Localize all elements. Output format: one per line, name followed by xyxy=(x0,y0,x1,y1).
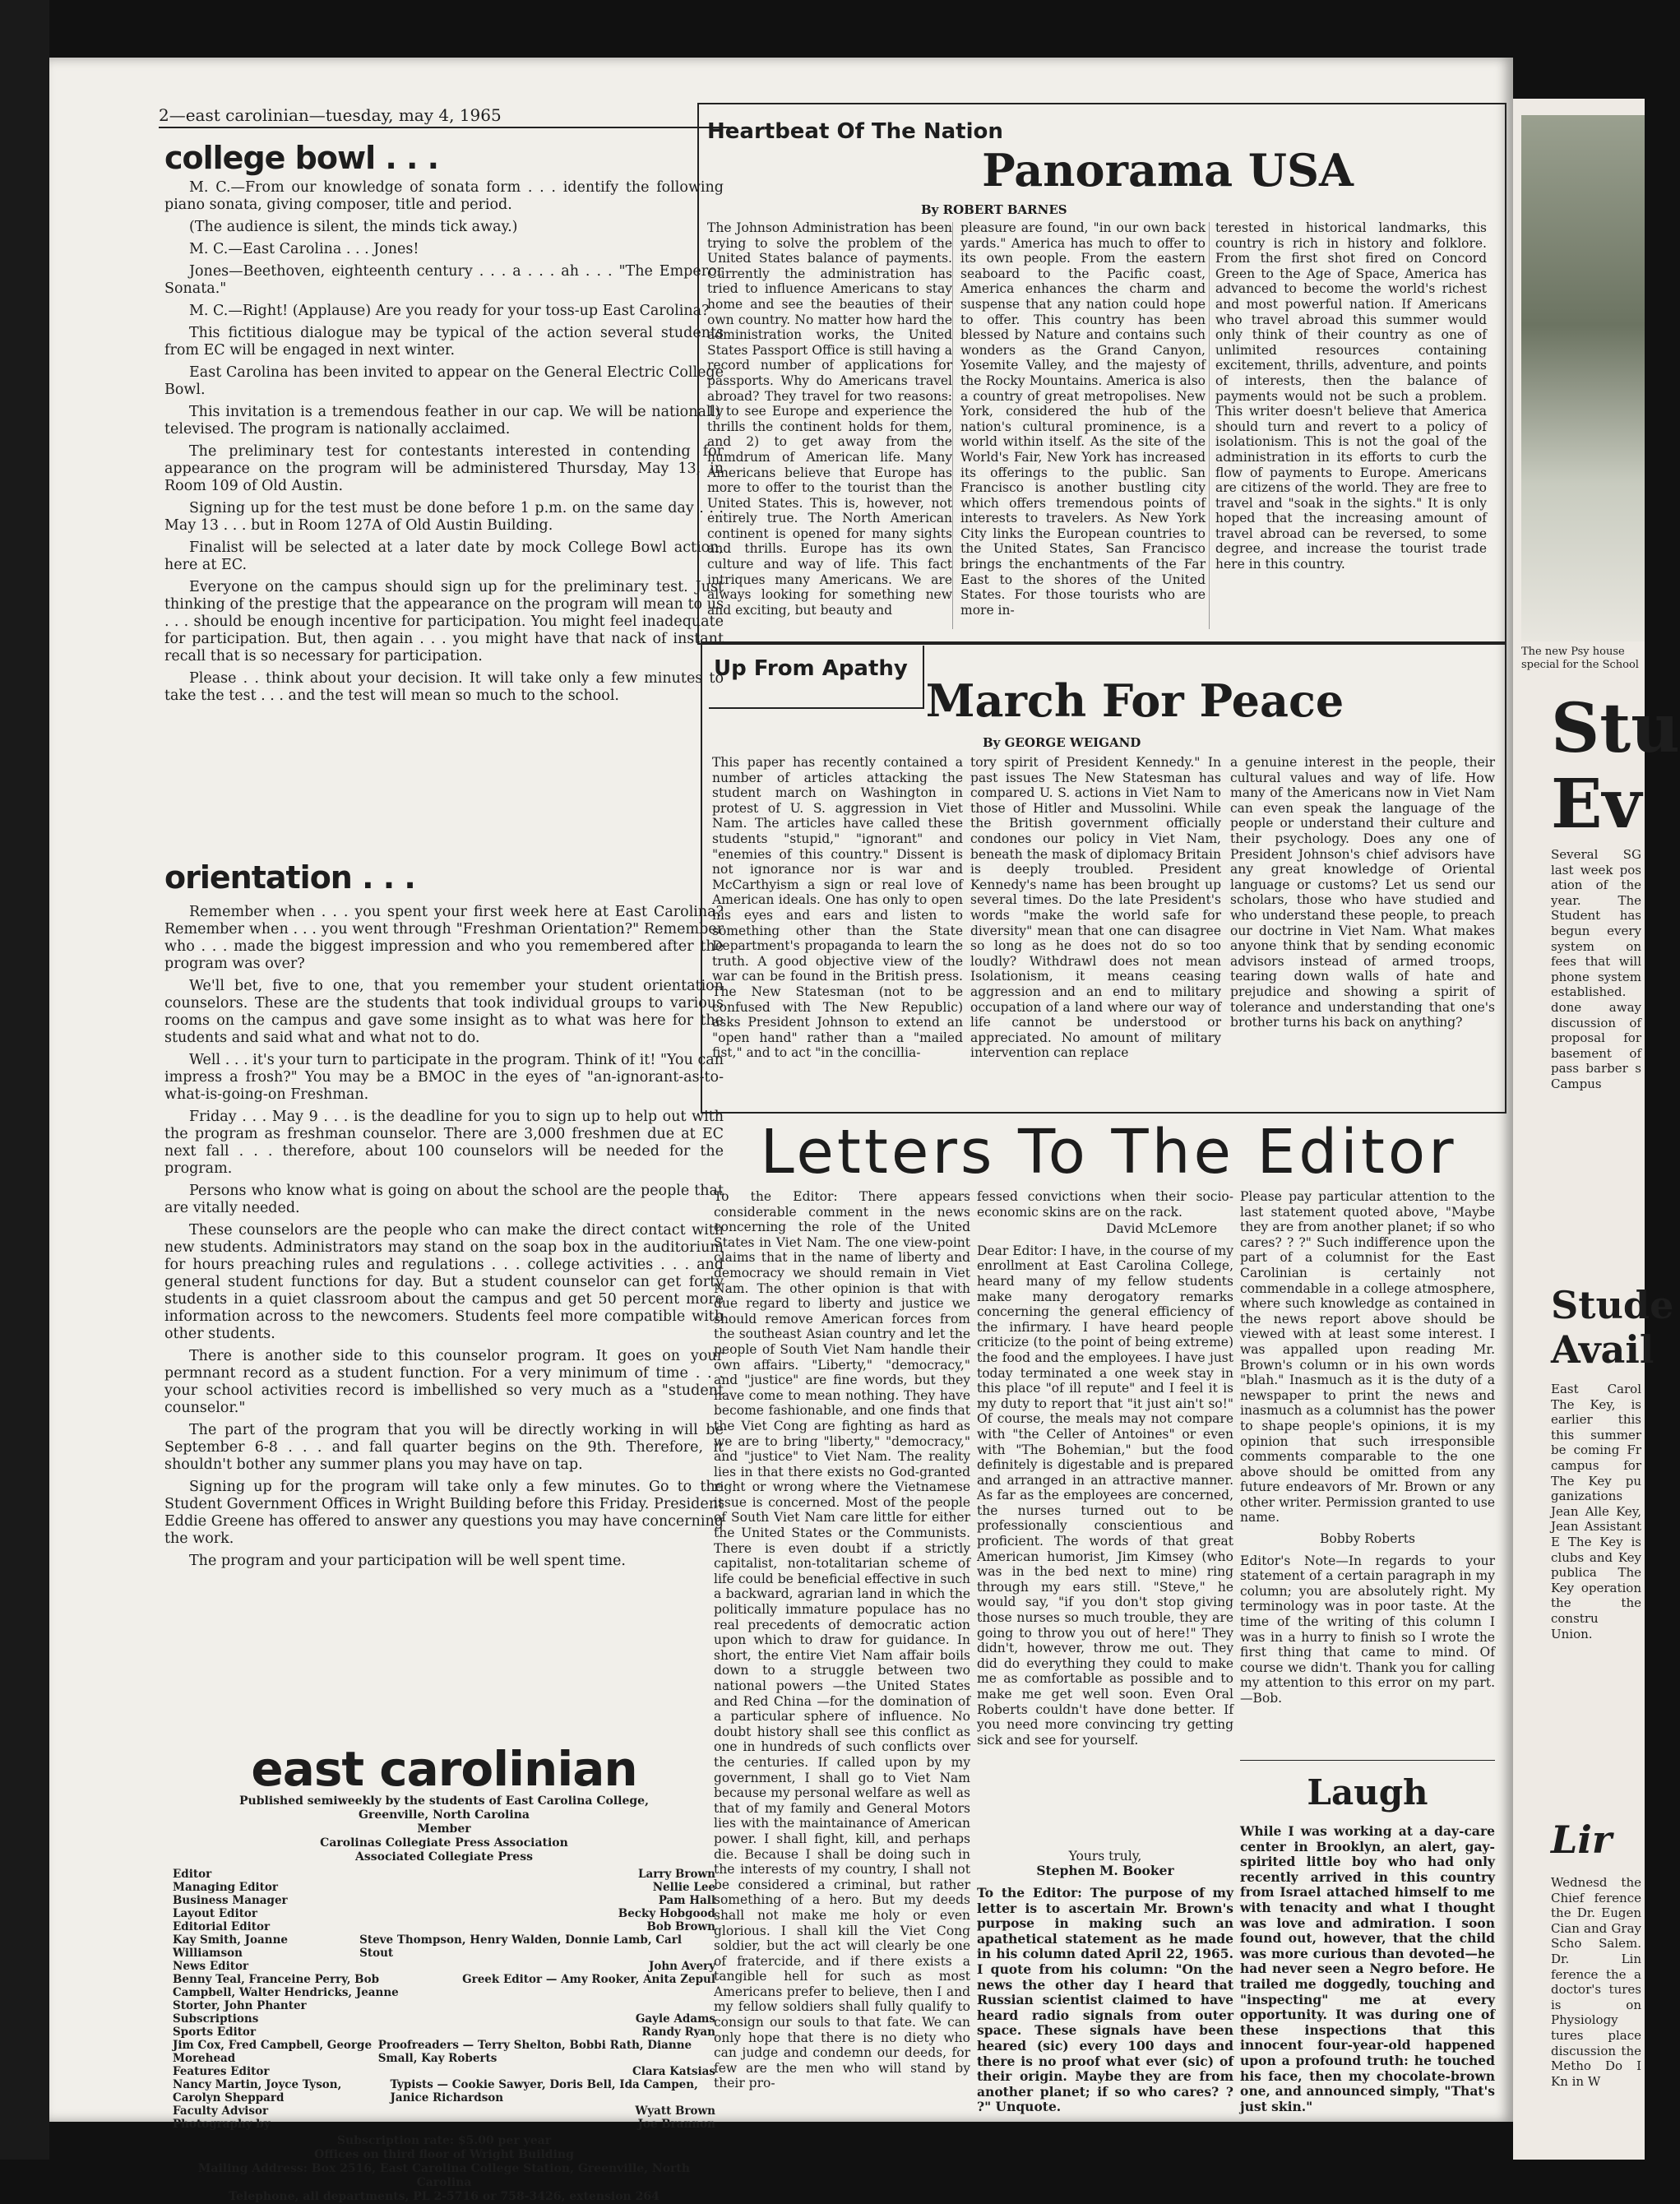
panorama-kicker-text: Heartbeat Of The Nation xyxy=(707,119,1003,144)
staff-role: Subscriptions xyxy=(173,2012,259,2026)
staff-list xyxy=(173,1868,715,2131)
panorama-title-text: Panorama USA xyxy=(982,144,1354,197)
staff-row xyxy=(173,2026,715,2039)
right-column-text: Wednesd the Chief ference the Dr. Eugen Cian and Gray Scho Salem. Dr. Lin ference the a doctor's tures is on Physiology tures place discussion the Metho Do I Kn in W xyxy=(1551,1875,1641,2089)
letter-text: Please pay particular attention to the last statement quoted above, "Maybe they are from another planet; if so who cares? ? ?" Such indifference upon the part of a columnist for the East Carolinian is certainly not commendable in a college atmosphere, where such knowledge as contained in the news report above should be viewed with at least some interest. I was appalled upon reading Mr. Brown's column or in his own words "blah." Inasmuch as it is the duty of a newspaper to print the news and inasmuch as a columnist has the power to shape people's opinions, it is my opinion that such irresponsible comments comparable to the one above should be omitted from any future endeavors of Mr. Brown or any other writer. Permission granted to use name. xyxy=(1240,1189,1495,1526)
letter-signature: David McLemore xyxy=(1106,1221,1217,1237)
staff-role: Features Editor xyxy=(173,2065,270,2078)
march-col-2: tory spirit of President Kennedy." In past issues The New Statesman has compared U. S. actions in Viet Nam to those of Hitler and Mussolini. While the British government officially condones our policy in Viet Nam, beneath the mask of diplomacy Britain is deeply troubled. President Kennedy's name has been brought up several times. Do the late President's words "make the world safe for diversity" mean that one can disagree so long as he does not do so too loudly? Withdrawl does not mean Isolationism, it means ceasing aggression and an end to military occupation of a land where our way of life cannot be understood or appreciated. No amount of military intervention can replace xyxy=(970,755,1221,1061)
letter-text: To the Editor: The purpose of my letter is to ascertain Mr. Brown's purpose in making such an apathetical statement as he made in his column dated April 22, 1965. I quote from his column: "On the news the other day I heard that Russian scientist claimed to have heard radio signals from outer space. These signals have been heared (sic) every 100 days and there is no proof what ever (sic) of their origin. Maybe they are from another planet; if so who cares? ? ?" Unquote. xyxy=(977,1884,1233,2115)
laugh-rule xyxy=(1240,1760,1495,1761)
orientation-paragraph: Remember when . . . you spent your first week here at East Carolina? Remember when . . . you went through "Freshman Orientation?" Remember who . . . made the biggest impression and who you remembered after the program was over? xyxy=(164,904,724,972)
panorama-col-1: The Johnson Administration has been trying to solve the problem of the United States balance of payments. Currently the administration has tried to influence Americans to stay home and see the beauties of their own country. No matter how hard the administration works, the United States Passport Office is still having a record number of applications for passports. Why do Americans travel abroad? They travel for two reasons: 1) to see Europe and experience the thrills the continent holds for them, and 2) to get away from the humdrum of American life. Many Americans believe that Europe has more to offer to the tourist than the United States. This is, however, not entirely true. The North American continent is opened for many sights and thrills. Europe has its own culture and way of life. This fact intriques many Americans. We are always looking for something new and exciting, but beauty and xyxy=(707,220,952,618)
orientation-paragraph: Friday . . . May 9 . . . is the deadline for you to sign up to help out with the program as freshman counselor. There are 3,000 freshmen due at EC next fall . . . therefore, about 100 counselors will be needed for the program. xyxy=(164,1109,724,1177)
staff-role: Benny Teal, Franceine Perry, Bob Campbell, Walter Hendricks, Jeanne Storter, John Phanter xyxy=(173,1973,399,2012)
staff-name: Joe Brannon xyxy=(637,2118,715,2131)
masthead-name: east carolinian xyxy=(251,1741,637,1797)
staff-row xyxy=(173,1933,715,1960)
staff-role: Managing Editor xyxy=(173,1881,278,1894)
laugh-body: While I was working at a day-care center in Brooklyn, an alert, gay-spirited little boy who had only recently arrived in this country from Israel attached himself to me with tenacity and what I thought was love and admiration. I soon found out, however, that the child was more curious than devoted—he had never seen a Negro before. He trailed me doggedly, touching and "inspecting" me at every opportunity. It was during one of these inspections that this innocent four-year-old happened upon a profound truth: he touched his face, then my chocolate-brown one, and announced simply, "That's just skin." xyxy=(1240,1823,1495,2114)
college-bowl-paragraph: (The audience is silent, the minds tick away.) xyxy=(189,219,518,235)
staff-role: Nancy Martin, Joyce Tyson, Carolyn Sheppard xyxy=(173,2078,342,2104)
letter-text: Dear Editor: I have, in the course of my enrollment at East Carolina College, heard many of my fellow students make many derogatory remarks concerning the general efficiency of the infirmary. I have heard people criticize (to the point of being extreme) the food and the employees. I have just today terminated a one week stay in this place "of ill repute" and I feel it is my duty to report that "it just ain't so!" Of course, the meals may not compare with "the Celler of Antoines" or even with "The Bohemian," but the food definitely is digestable and is prepared and arranged in an attractive manner. As far as the employees are concerned, the nurses turned out to be professionally conscientious and proficient. The words of that great American humorist, Jim Kimsey (who was in the bed next to mine) ring through my ears still. "Steve," he would say, "if you don't stop giving those nurses so much trouble, they are going to throw you out of here!" They didn't, however, throw me out. They did do everything they could to make me as comfortable as possible and to make me get well soon. Even Oral Roberts couldn't have done better. If you need more convincing try getting sick and see for yourself. xyxy=(977,1243,1233,1748)
letters-title xyxy=(714,1117,1503,1188)
building-photo xyxy=(1521,115,1645,641)
orientation-paragraph: There is another side to this counselor program. It goes on your permnant record as a student function. For a very minimum of time . . . your school activities record is imbellished so very much as a "student counselor." xyxy=(164,1348,724,1416)
staff-name: Randy Ryan xyxy=(641,2026,715,2039)
march-title xyxy=(888,674,1381,727)
right-headline-1: Stu Ev xyxy=(1551,689,1680,844)
staff-row xyxy=(173,1960,715,1973)
orientation-paragraph: Well . . . it's your turn to participate in the program. Think of it! "You can impress a frosh?" You may be a BMOC in the eyes of "an-ignorant-as-to-what-is-going-on Freshman. xyxy=(164,1052,724,1103)
letters-col-1: To the Editor: There appears considerable comment in the news concerning the role of the United States in Viet Nam. The one view-point claims that in the name of liberty and democracy we should remain in Viet Nam. The other opinion is that with due regard to liberty and justice we should remove American forces from the southeast Asian country and let the people of South Viet Nam handle their own affairs. "Liberty," "democracy," and "justice" are fine words, but they have come to mean nothing. They have become fashionable, and one finds that the Viet Cong are fighting as hard as we are to bring "liberty," "democracy," and "justice" to Viet Nam. The reality lies in that there exists no God-granted right or wrong where the Vietnamese issue is concerned. Most of the people of South Viet Nam care little for either the United States or the Communists. There is even doubt if a strictly capitalist, non-totalitarian scheme of life could be beneficial effective in such a backward, agrarian land in which the politically immature populace has no real precedents of democratic action upon which to draw for guidance. In short, the entire Viet Nam affair boils down to a struggle between two national powers —the United States and Red China —for the domination of a particular sphere of influence. No doubt history shall see this conflict as one in hundreds of such conflicts over the centuries. If called upon by my government, I shall go to Viet Nam because my personal welfare as well as that of my family and General Motors lies with the maintainance of American power. I shall fight, kill, and perhaps die. Because I shall be doing such in the interests of my country, I shall not be considered a criminal, but rather something of a hero. But my deeds shall not make me holy or even glorious. I shall kill the Viet Cong soldier, but the act will clearly be one of fratercide, and if there exists a tangible hell for such as most Americans prefer to believe, then I and my fellow soldiers shall fully qualify to consign our souls to that fate. We can only hope that there is no diety who can judge and condemn our deeds, for few are the men who will stand by their pro- xyxy=(714,1189,970,2091)
staff-row xyxy=(173,2012,715,2026)
letter-closing: Yours truly, xyxy=(1068,1848,1142,1864)
right-headline-3: Lir xyxy=(1551,1817,1613,1862)
staff-name: Greek Editor — Amy Rooker, Anita Zepul xyxy=(462,1973,715,1986)
orientation-section xyxy=(164,859,724,1575)
folio-text: 2—east carolinian—tuesday, may 4, 1965 xyxy=(159,105,502,125)
letters-title-text: Letters To The Editor xyxy=(760,1117,1457,1188)
staff-row xyxy=(173,1881,715,1894)
staff-role: News Editor xyxy=(173,1960,249,1973)
staff-name: Pam Hall xyxy=(658,1894,715,1907)
staff-role: Faculty Advisor xyxy=(173,2104,269,2118)
orientation-title: orientation . . . xyxy=(164,859,415,896)
college-bowl-paragraph: This invitation is a tremendous feather in our cap. We will be nationally televised. The program is nationally acclaimed. xyxy=(164,404,724,438)
college-bowl-section xyxy=(164,140,724,710)
panorama-kicker xyxy=(707,119,1201,144)
staff-name: Gayle Adams xyxy=(635,2012,715,2026)
masthead-line: Member xyxy=(417,1822,471,1836)
college-bowl-paragraph: The preliminary test for contestants interested in contending for appearance on the program will be administered Thursday, May 13, in Room 109 of Old Austin. xyxy=(164,443,724,494)
masthead-line: Associated Collegiate Press xyxy=(355,1850,533,1864)
letters-col-2 xyxy=(977,1189,1233,2115)
staff-role: Kay Smith, Joanne Williamson xyxy=(173,1933,288,1960)
laugh-title xyxy=(1240,1772,1495,1813)
college-bowl-paragraph: East Carolina has been invited to appear on the General Electric College Bowl. xyxy=(164,364,724,398)
orientation-paragraph: Persons who know what is going on about the school are the people that are vitally needed. xyxy=(164,1183,724,1216)
letter-text: fessed convictions when their socio-economic skins are on the rack. xyxy=(977,1189,1233,1220)
panorama-col-2: pleasure are found, "in our own back yards." America has much to offer to its own people. From the eastern seaboard to the Pacific coast, America enhances the charm and suspense that any nation could hope to offer. This country has been blessed by Nature and contains such wonders as the Grand Canyon, Yosemite Valley, and the majesty of the Rocky Mountains. America is also a country of great metropolises. New York, considered the hub of the nation's cultural prominence, is a world within itself. As the site of the World's Fair, New York has increased its offerings to the public. San Francisco is another bustling city which offers tremendous points of interests to travelers. As New York City links the European countries to the United States, San Francisco brings the enchantments of the Far East to the shores of the United States. For those tourists who are more in- xyxy=(960,220,1206,618)
staff-name: Bob Brown xyxy=(646,1920,715,1933)
panorama-title xyxy=(921,144,1414,197)
staff-role: Business Manager xyxy=(173,1894,288,1907)
college-bowl-paragraph: This fictitious dialogue may be typical of the action several students from EC will be engaged in next winter. xyxy=(164,325,724,359)
staff-name: Clara Katsias xyxy=(632,2065,715,2078)
masthead-line: Carolinas Collegiate Press Association xyxy=(320,1836,568,1850)
college-bowl-paragraph: Everyone on the campus should sign up for the preliminary test. Just thinking of the prestige that the appearance on the program will mean to us . . . should be enough incentive for participation. You might feel inadequate for participation. But, then again . . . you might have that nack of instant recall that is so necessary for participation. xyxy=(164,579,724,664)
staff-row xyxy=(173,1973,715,2012)
staff-row xyxy=(173,2104,715,2118)
march-col-1: This paper has recently contained a number of articles attacking the student march on Washington in protest of U. S. aggression in Viet Nam. The articles have called these students "stupid," "ignorant" and "enemies of this country." Dissent is not ignorance nor is war and McCarthyism a sign or real love of American ideals. One has only to open his eyes and ears and listen to something other than the State Department's propaganda to learn the truth. A good objective view of the war can be found in the British press. The New Statesman (not to be confused with The New Republic) asks President Johnson to extend an "open hand" rather than a "mailed fist," and to act "in the concillia- xyxy=(712,755,963,1061)
march-col-3: a genuine interest in the people, their cultural values and way of life. How many of the Americans now in Viet Nam can even speak the language of the people or understand their culture and their psychology. Does any one of President Johnson's chief advisors have any great knowledge of Oriental language or customs? Let us send our scholars, those who have studied and who understand these people, to preach our doctrine in Viet Nam. What makes anyone think that by sending economic advisors instead of armed troops, tearing down walls of hate and prejudice and showing a spirit of tolerance and understanding that one's brother turns his back on anything? xyxy=(1230,755,1495,1030)
letter-signature: Bobby Roberts xyxy=(1320,1531,1415,1546)
staff-row xyxy=(173,1894,715,1907)
orientation-paragraph: Signing up for the program will take only a few minutes. Go to the Student Government Offices in Wright Building before this Friday. President Eddie Greene has offered to answer any questions you may have concerning the work. xyxy=(164,1479,724,1547)
staff-name: Wyatt Brown xyxy=(635,2104,715,2118)
subscription-rate: Subscription rate: $5.00 per year xyxy=(336,2134,552,2147)
newspaper-page xyxy=(49,58,1513,2203)
staff-role: Sports Editor xyxy=(173,2026,257,2039)
staff-row xyxy=(173,2065,715,2078)
staff-row xyxy=(173,2039,715,2065)
column-divider xyxy=(1209,222,1210,629)
staff-name: Proofreaders — Terry Shelton, Bobbi Rath, Dianne Small, Kay Roberts xyxy=(377,2039,692,2065)
right-headline-2: Stude Avail xyxy=(1551,1283,1674,1372)
masthead-footer xyxy=(173,2134,715,2204)
book-spine-edge xyxy=(0,0,49,2160)
staff-row xyxy=(173,2118,715,2131)
folio-rule xyxy=(159,127,729,128)
editor-note: Editor's Note—In regards to your statement of a certain paragraph in my column; you are absolutely right. My terminology was in poor taste. At the time of the writing of this column I was in a hurry to finish so I wrote the first thing that came to mind. Of course we didn't. Thank you for calling my attention to this error on my part.—Bob. xyxy=(1240,1553,1495,1706)
staff-row xyxy=(173,1868,715,1881)
march-byline-text: By GEORGE WEIGAND xyxy=(983,735,1141,750)
masthead xyxy=(173,1743,715,2204)
staff-row xyxy=(173,1920,715,1933)
folio-line xyxy=(159,105,553,125)
staff-role: Photography by xyxy=(173,2118,271,2131)
orientation-paragraph: The part of the program that you will be directly working in will be September 6-8 . . . and fall quarter begins on the 9th. Therefore, it shouldn't bother any summer plans you may have on tap. xyxy=(164,1422,724,1473)
staff-name: Larry Brown xyxy=(638,1868,715,1881)
march-title-text: March For Peace xyxy=(925,674,1344,727)
orientation-paragraph: The program and your participation will be well spent time. xyxy=(189,1553,626,1569)
college-bowl-title: college bowl . . . xyxy=(164,140,439,176)
right-column-text: Several SG last week pos ation of the year. The Student has begun every system on fees that will phone system established. done away discussion of proposal for basement of pass barber s Campus xyxy=(1551,847,1641,1091)
panorama-col-3: terested in historical landmarks, this country is rich in history and folklore. From the first shot fired on Concord Green to the Age of Space, America has advanced to become the world's richest and most powerful nation. If Americans who travel abroad this summer would only think of their country as one of unlimited resources containing excitement, thrills, adventure, and points of interests, then the balance of payments would not be such a problem. This writer doesn't believe that America should turn and revert to a policy of isolationism. This is not the goal of the administration in its efforts to curb the flow of payments to Europe. Americans are citizens of the world. They are free to travel and "soak in the sights." It is only hoped that the increasing amount of travel abroad can be reversed, to some degree, and increase the tourist trade here in this country. xyxy=(1215,220,1487,572)
right-column-text: East Carol The Key, is earlier this this summer be coming Fr campus for The Key pu ganizations Jean Alle Key, Jean Assistant E The Key is clubs and Key publica The Key operation the the constru Union. xyxy=(1551,1382,1641,1641)
staff-row xyxy=(173,2078,715,2104)
adjacent-page-fragment xyxy=(1513,99,1680,2160)
college-bowl-paragraph: M. C.—From our knowledge of sonata form . . . identify the following piano sonata, giving composer, title and period. xyxy=(164,179,724,213)
mailing-address: Mailing Address: Box 2516, East Carolina College Station, Greenville, North Carolina xyxy=(197,2162,691,2189)
college-bowl-paragraph: Finalist will be selected at a later date by mock College Bowl action, here at EC. xyxy=(164,539,724,573)
orientation-body xyxy=(164,904,724,1570)
photo-caption: The new Psy house special for the School xyxy=(1521,646,1639,671)
panorama-byline-text: By ROBERT BARNES xyxy=(921,202,1067,217)
march-kicker-text: Up From Apathy xyxy=(714,656,908,681)
telephone: Telephone, all departments, PL 2-5716 or 758-3426, extension 264 xyxy=(229,2190,660,2203)
college-bowl-paragraph: Signing up for the test must be done before 1 p.m. on the same day . . . May 13 . . . but in Room 127A of Old Austin Building. xyxy=(164,500,724,534)
masthead-line: Published semiweekly by the students of East Carolina College, xyxy=(239,1794,649,1808)
panorama-byline xyxy=(921,201,1168,217)
letters-col-3 xyxy=(1240,1189,1495,1718)
college-bowl-paragraph: Jones—Beethoven, eighteenth century . . . a . . . ah . . . "The Emperor Sonata." xyxy=(164,263,724,297)
staff-name: Typists — Cookie Sawyer, Doris Bell, Ida Campen, Janice Richardson xyxy=(390,2078,698,2104)
staff-role: Jim Cox, Fred Campbell, George Morehead xyxy=(173,2039,373,2065)
college-bowl-body xyxy=(164,179,724,705)
laugh-title-text: Laugh xyxy=(1307,1772,1428,1813)
orientation-paragraph: We'll bet, five to one, that you remember your student orientation counselors. These are the students that took individual groups to various rooms on the campus and gave some insight as to what was here for the students and said what and what not to do. xyxy=(164,978,724,1046)
staff-role: Layout Editor xyxy=(173,1907,258,1920)
masthead-line: Greenville, North Carolina xyxy=(359,1808,530,1822)
staff-name: Becky Hobgood xyxy=(618,1907,715,1920)
staff-role: Editor xyxy=(173,1868,212,1881)
staff-row xyxy=(173,1907,715,1920)
college-bowl-paragraph: M. C.—Right! (Applause) Are you ready for your toss-up East Carolina? xyxy=(189,303,710,319)
staff-name: Nellie Lee xyxy=(652,1881,715,1894)
march-byline xyxy=(983,734,1229,750)
office-location: Offices on third floor of Wright Building xyxy=(314,2148,574,2161)
staff-name: Steve Thompson, Henry Walden, Donnie Lamb, Carl Stout xyxy=(359,1933,683,1960)
staff-name: John Avery xyxy=(648,1960,715,1973)
orientation-paragraph: These counselors are the people who can make the direct contact with new students. Administrators may stand on the soap box in the auditorium for hours preaching rules and regulations . . . college activities . . . and general student functions for day. But a student counselor can get forty students in a quiet classroom about the campus and get 50 percent more information across to the newcomers. Students feel more compatible with other students. xyxy=(164,1222,724,1342)
masthead-info xyxy=(173,1794,715,1864)
column-divider xyxy=(952,222,953,629)
college-bowl-paragraph: M. C.—East Carolina . . . Jones! xyxy=(189,241,419,257)
letter-signature: Stephen M. Booker xyxy=(1036,1863,1174,1879)
staff-role: Editorial Editor xyxy=(173,1920,271,1933)
college-bowl-paragraph: Please . . think about your decision. It will take only a few minutes to take the test . . . and the test will mean so much to the school. xyxy=(164,670,724,704)
